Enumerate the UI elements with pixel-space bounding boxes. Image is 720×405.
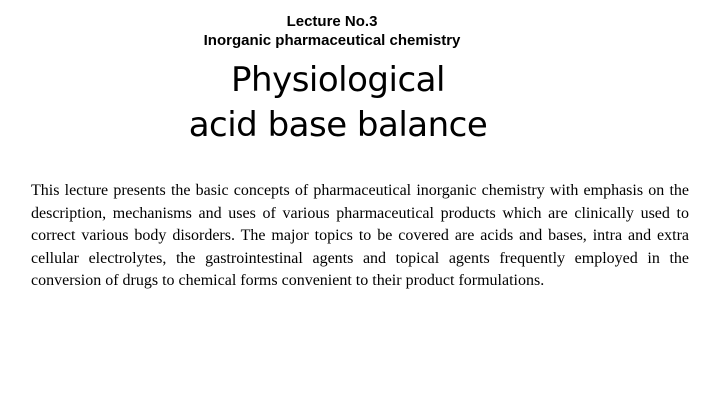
lecture-number: Lecture No.3 — [286, 13, 378, 30]
lecture-description: This lecture presents the basic concepts of pharmaceutical inorganic chemistry with emphasis on the description, mechanisms and uses of various pharmaceutical products which are clinically used to correct various body disorders. The major topics to be covered are acids and bases, intra and extra cellular electrolytes, the gastrointestinal agents and topical agents frequently employed in the conversion of drugs to chemical forms convenient to their product formulations. — [31, 182, 689, 289]
course-name: Inorganic pharmaceutical chemistry — [203, 32, 461, 49]
title-line-1: Physiological — [231, 60, 445, 100]
slide-title — [0, 58, 676, 148]
title-line-2: acid base balance — [188, 105, 488, 145]
lecture-header — [0, 12, 664, 50]
